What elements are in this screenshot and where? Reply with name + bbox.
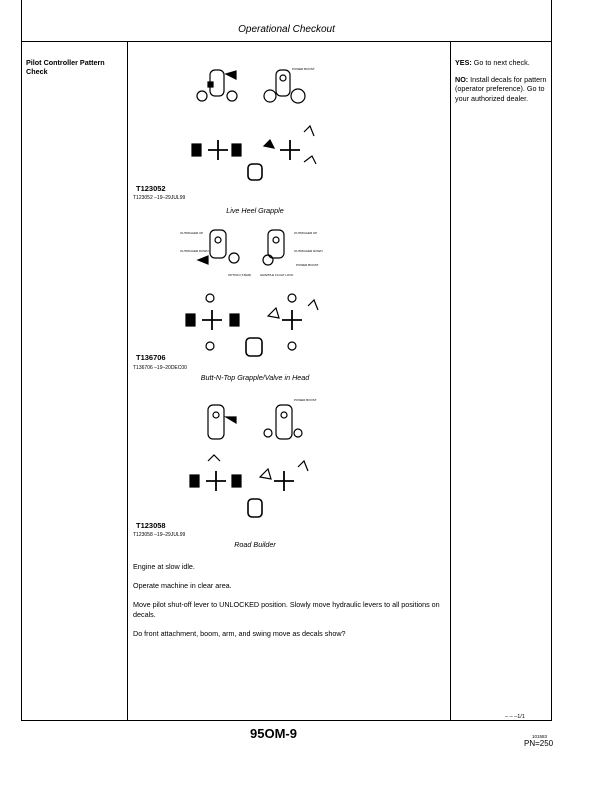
end-mark: – – –1/1 (505, 714, 525, 720)
step-unlock-lever: Move pilot shut-off lever to UNLOCKED position. Slowly move hydraulic levers to all positions on decals. (133, 600, 440, 619)
figure-3-caption: Road Builder (234, 540, 276, 549)
doc-code: 101583 (532, 734, 548, 739)
step-engine-idle: Engine at slow idle. (133, 562, 195, 571)
figure-2-caption: Butt-N-Top Grapple/Valve in Head (200, 373, 310, 382)
figure-1-id: T123052 (136, 184, 166, 193)
left-column-rule (127, 41, 128, 721)
decal-label-power-boost-3: POWER BOOST (294, 398, 317, 402)
yes-text: Go to next check. (471, 58, 530, 67)
step-clear-area: Operate machine in clear area. (133, 581, 232, 590)
decal-label-outrigger-up-right: OUTRIGGER UP (294, 231, 318, 235)
yes-result (455, 58, 547, 68)
page-number: 95OM-9 (250, 726, 297, 741)
bottom-rule (21, 720, 552, 721)
figure-live-heel-grapple-decal (180, 62, 330, 187)
figure-3-ref: T123058 –19–29JUL99 (133, 532, 186, 538)
figure-butt-n-top-grapple-decal (178, 226, 338, 362)
decal-label-outrigger-down-right: OUTRIGGER DOWN (294, 249, 323, 253)
decal-label-power-boost: POWER BOOST (292, 67, 315, 71)
section-label: Pilot Controller Pattern Check (26, 58, 105, 76)
result-column (455, 58, 547, 110)
figure-2-id: T136706 (136, 353, 166, 362)
yes-label: YES: (455, 58, 472, 67)
header-rule (21, 41, 552, 42)
figure-road-builder-decal (180, 395, 330, 525)
page-header-title: Operational Checkout (238, 24, 335, 35)
decal-label-grapple-float-lock: GRAPPLE FLOAT LOCK (260, 273, 294, 277)
decal-label-option: OPTION (T-BAR) (228, 273, 252, 277)
no-result (455, 75, 547, 104)
right-column-rule (450, 41, 451, 721)
pn-number: PN=250 (524, 739, 554, 748)
decal-label-outrigger-up-left: OUTRIGGER UP (180, 231, 204, 235)
no-label: NO: (455, 74, 469, 84)
figure-3-id: T123058 (136, 521, 166, 530)
check-question: Do front attachment, boom, arm, and swing move as decals show? (133, 629, 346, 638)
figure-2-ref: T136706 –19–20DEC00 (133, 365, 187, 371)
figure-1-ref: T123052 –19–29JUL99 (133, 195, 186, 201)
figure-1-caption: Live Heel Grapple (226, 206, 284, 215)
no-text: Install decals for pattern (operator preference). Go to your authorized dealer. (455, 74, 547, 103)
decal-label-outrigger-down-left: OUTRIGGER DOWN (180, 249, 209, 253)
decal-label-power-boost-2: POWER BOOST (296, 263, 319, 267)
